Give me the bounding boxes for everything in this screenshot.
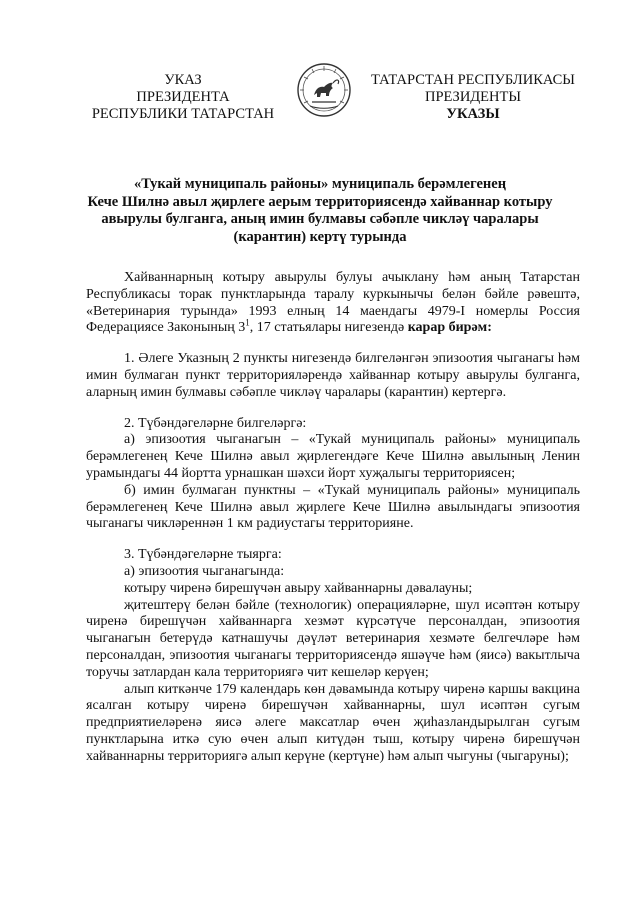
paragraph-1: 1. Әлеге Указның 2 пункты нигезендә билгеләнгән эпизоотия чыганагы һәм имин булмаган пункт территорияләрендә хайваннар котыру авырулы булганга, аларның имин булмавы сәбәпле чикләү чаралары (карантин) кертергә. (86, 351, 580, 400)
preamble-sup: 1 (245, 317, 250, 328)
preamble-text-b: , 17 статьялары нигезендә (249, 320, 408, 336)
header-right-line: УКАЗЫ (446, 106, 500, 122)
title-line: (карантин) кертү турында (233, 228, 407, 245)
header-right-line: ПРЕЗИДЕНТЫ (424, 89, 522, 105)
title-line: авырулы булганга, аның имин булмавы сәбәпле чикләү чаралары (101, 211, 539, 227)
paragraph-2b: б) имин булмаган пунктны – «Тукай муниципаль районы» муниципаль берәмлегенең Кече Шилнә авыл җирлеге Кече Шилнә авылындагы эпизоотия чыганагы чикләреннән 1 км радиустагы территорияне. (86, 482, 580, 532)
title-line: «Тукай муниципаль районы» муниципаль берәмлегенең (133, 176, 507, 192)
document-title (80, 176, 560, 246)
paragraph-2-heading: 2. Түбәндәгеләрне билгеләргә: (124, 415, 307, 431)
header-left-line: ПРЕЗИДЕНТА (136, 89, 230, 105)
paragraph-3a: а) эпизоотия чыганагында: (124, 563, 285, 579)
header-right-line: ТАТАРСТАН РЕСПУБЛИКАСЫ (371, 72, 575, 88)
paragraph-3-item: алып киткәнче 179 календарь көн дәвамында котыру чиренә каршы вакцина ясалган котыру чиренә бирешүчән хайваннарны, шул исәптән сугым предприятиеләренә яисә әлеге максатлар өчен җиһазландырылган сугым пунктларына иткә сую өчен алып китүдән тыш, котыру чиренә бирешүчән хайваннарны территориягә алып керүне (кертүне) һәм алып чыгуны (чыгаруны); (86, 681, 580, 764)
paragraph-3-item: җитештерү белән бәйле (технологик) операцияләрне, шул исәптән котыру чиренә бирешүчән хайваннарга хезмәт күрсәтүче персоналдан, эпизоотия чыганагын бетерүдә катнашучы дәүләт ветеринария хезмәте белгечләре һәм персоналдан, эпизоотия чыганагы территориясендә яшәүче һәм (яисә) вакытлыча торучы затлардан кала территориягә чит кешеләр керүен; (86, 597, 580, 680)
header-left (78, 72, 288, 123)
preamble-text: Хайваннарның котыру авырулы булуы ачыклану һәм аның Татарстан Республикасы торак пунктларында таралу куркынычы белән бәйле рәвештә, «Ветеринария турында» 1993 елның 14 маендагы 4979-I номерлы Россия Федерациясе Законының 3 (86, 270, 580, 336)
preamble (86, 270, 580, 337)
header-right (358, 72, 588, 123)
paragraph-3-heading: 3. Түбәндәгеләрне тыярга: (124, 547, 282, 563)
header-left-line: РЕСПУБЛИКИ ТАТАРСТАН (91, 106, 275, 122)
header-left-line: УКАЗ (164, 72, 202, 88)
document-body (86, 270, 580, 766)
preamble-decree: карар бирәм: (407, 320, 492, 336)
paragraph-2a: а) эпизоотия чыганагын – «Тукай муниципаль районы» муниципаль берәмлегенең Кече Шилнә авыл җирлегендәге Кече Шилнә авылының Ленин урамындагы 44 йортта урнашкан шәхси йорт хуҗалыгы территориясен; (86, 432, 580, 481)
title-line: Кече Шилнә авыл җирлеге аерым территориясендә хайваннар котыру (87, 193, 553, 210)
paragraph-3-item: котыру чиренә бирешүчән авыру хайваннарны дәвалауны; (124, 580, 473, 596)
coat-of-arms-icon (296, 62, 352, 118)
